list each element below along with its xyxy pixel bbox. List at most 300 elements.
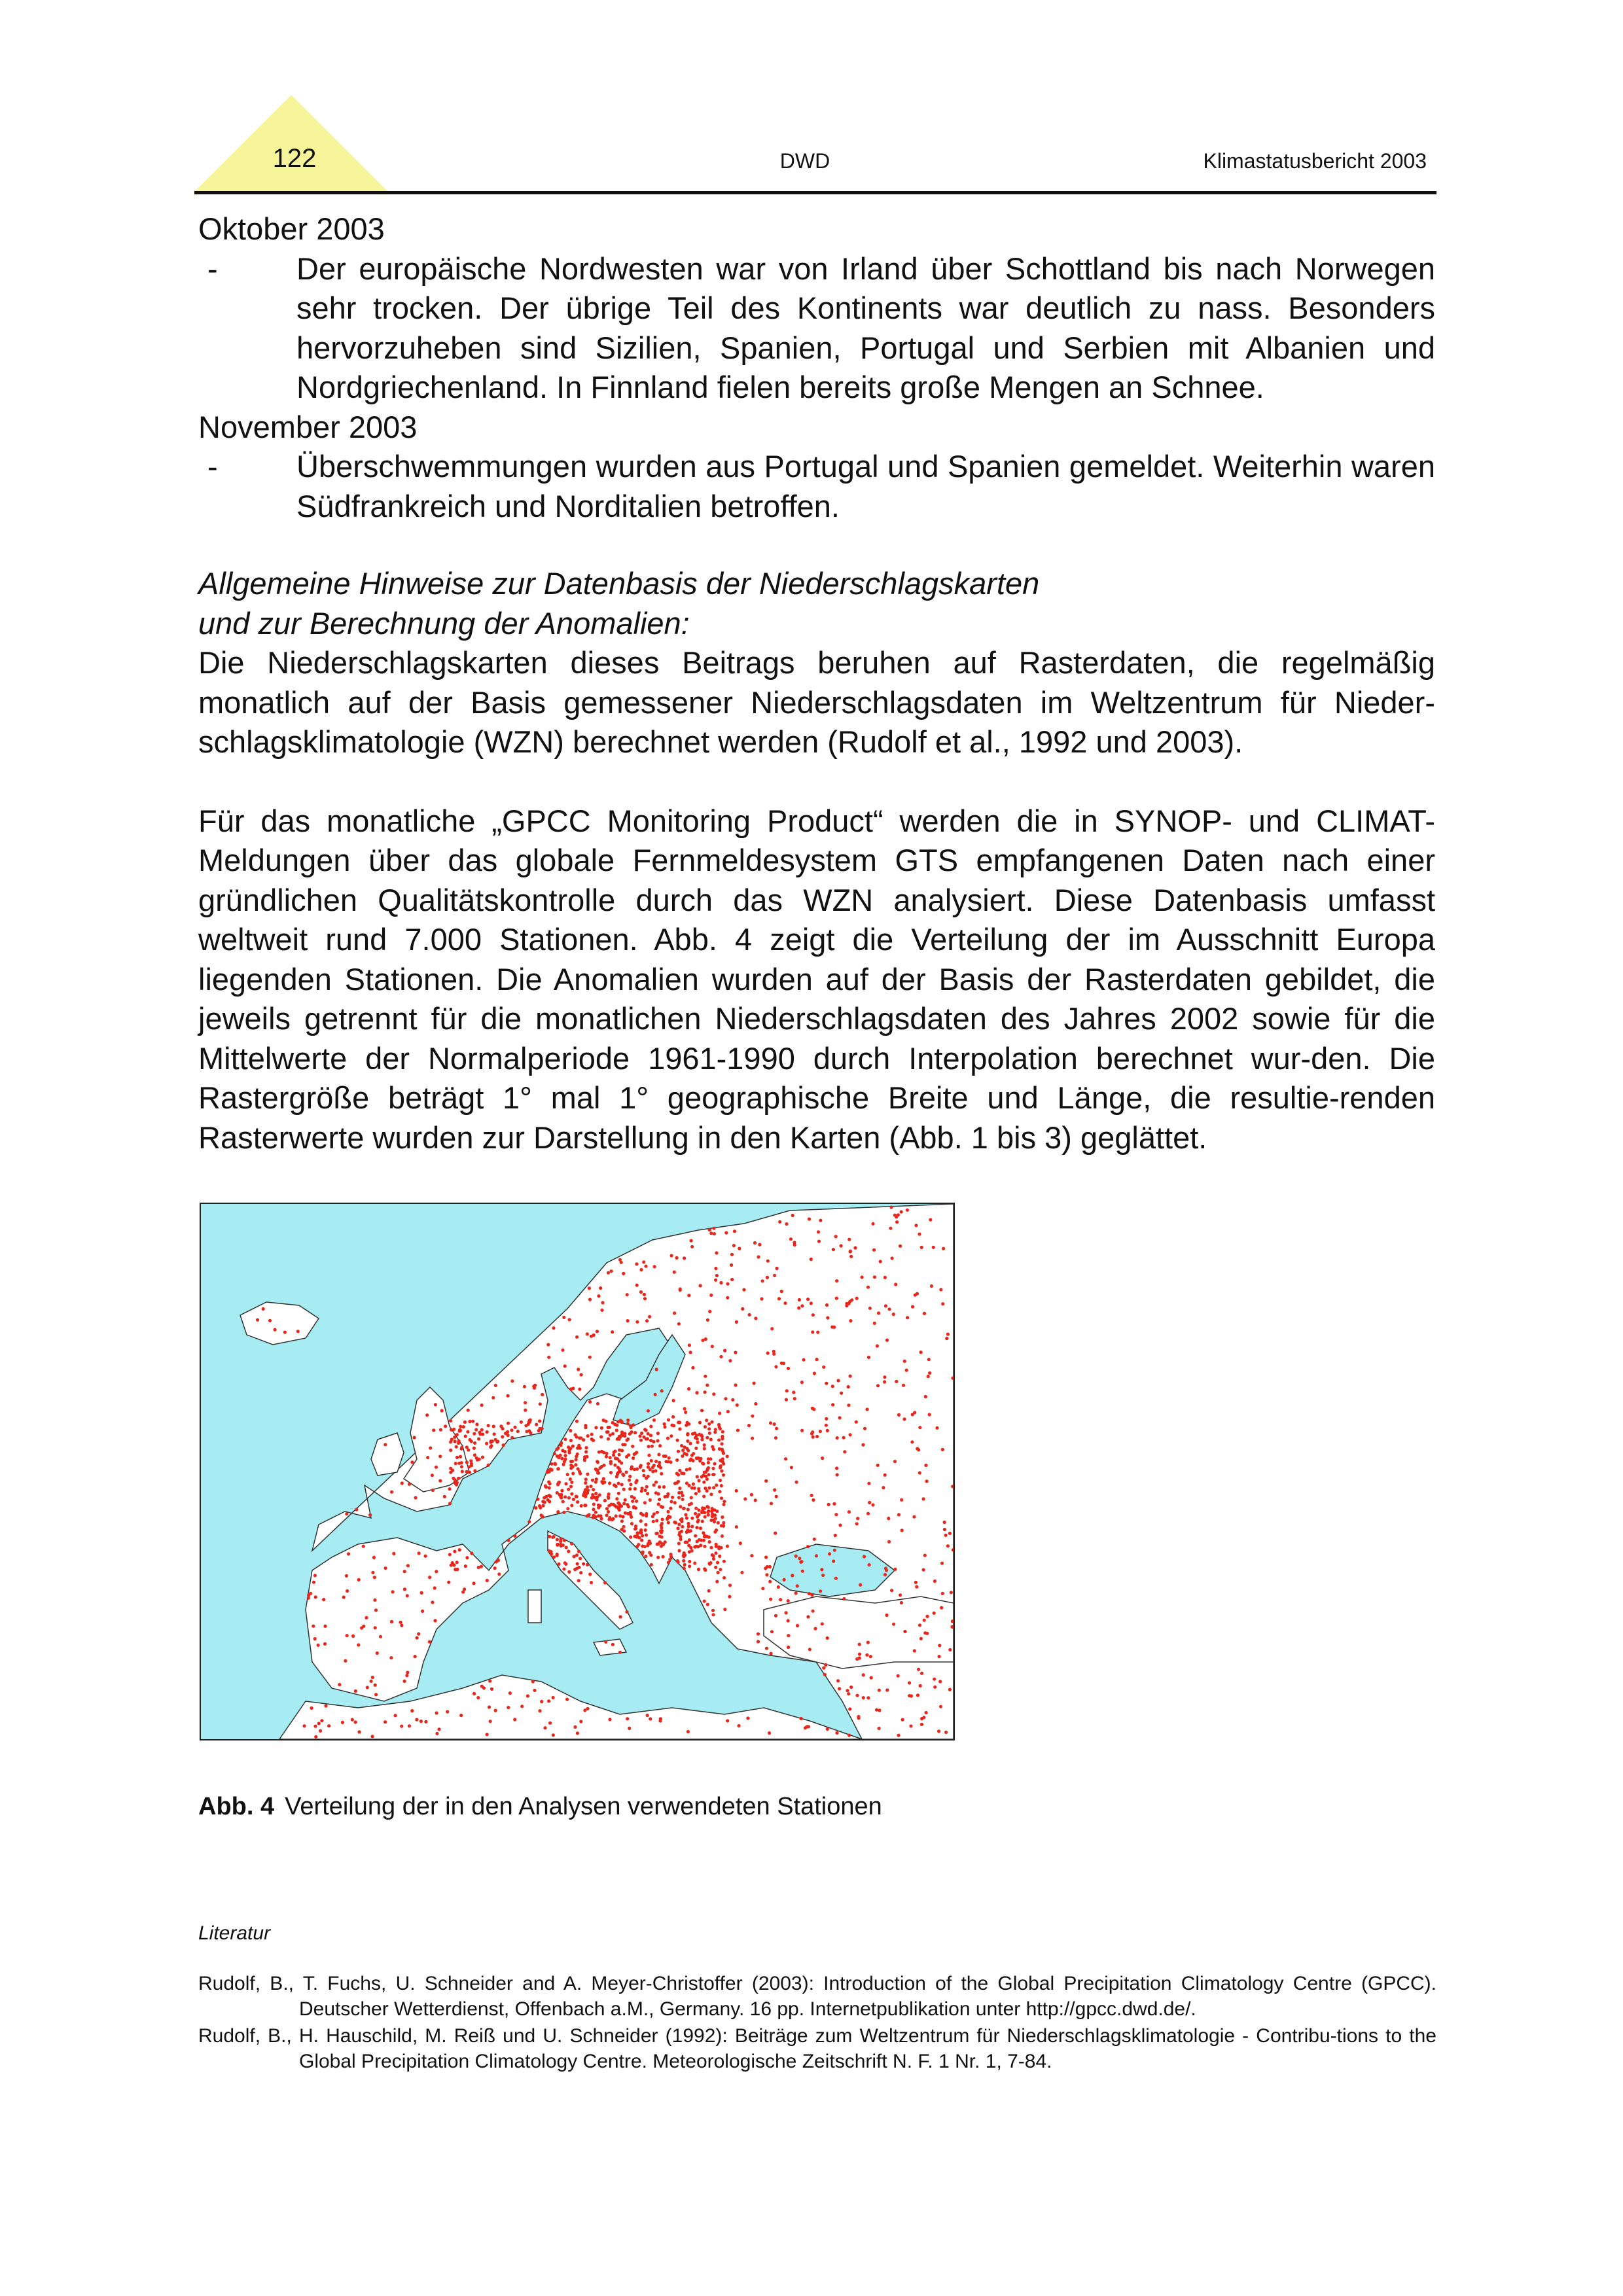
station-dot [704, 1515, 707, 1519]
station-dot [471, 1420, 474, 1423]
station-dot [723, 1349, 726, 1352]
station-dot [618, 1449, 621, 1452]
station-dot [677, 1561, 680, 1564]
station-dot [626, 1503, 629, 1506]
station-dot [493, 1432, 496, 1436]
station-dot [664, 1455, 668, 1458]
station-dot [548, 1500, 551, 1503]
station-dot [455, 1568, 459, 1571]
station-dot [644, 1265, 647, 1268]
station-dot [736, 1428, 740, 1432]
station-dot [357, 1578, 361, 1581]
station-dot [562, 1544, 565, 1547]
station-dot [338, 1683, 341, 1686]
station-dot [943, 1521, 946, 1524]
station-dot [942, 1247, 945, 1250]
station-dot [631, 1445, 634, 1448]
station-dot [618, 1470, 622, 1473]
station-dot [731, 1398, 734, 1402]
station-dot [470, 1462, 473, 1465]
station-dot [806, 1298, 810, 1301]
station-dot [709, 1546, 713, 1549]
literature-heading: Literatur [198, 1922, 271, 1944]
station-dot [862, 1696, 865, 1699]
station-dot [948, 1688, 952, 1691]
station-dot [697, 1568, 700, 1571]
station-dot [895, 1220, 899, 1224]
land-iceland [240, 1302, 319, 1345]
station-dot [677, 1322, 681, 1326]
station-dot [622, 1272, 625, 1275]
station-dot [629, 1513, 632, 1517]
station-dot [929, 1218, 932, 1222]
station-dot [620, 1504, 623, 1508]
station-dot [719, 1427, 722, 1430]
station-dot [866, 1286, 870, 1289]
station-dot [681, 1525, 684, 1528]
station-dot [707, 1427, 711, 1430]
station-dot [579, 1557, 582, 1560]
station-dot [465, 1470, 469, 1474]
station-dot [592, 1508, 595, 1511]
station-dot [822, 1366, 825, 1369]
station-dot [817, 1230, 820, 1233]
station-dot [428, 1640, 431, 1644]
station-dot [918, 1233, 921, 1236]
station-dot [768, 1565, 772, 1568]
station-dot [660, 1472, 663, 1475]
station-dot [470, 1439, 473, 1443]
station-dot [588, 1356, 592, 1359]
station-dot [682, 1555, 685, 1558]
station-dot [600, 1309, 603, 1312]
station-dot [677, 1549, 681, 1552]
station-dot [493, 1566, 497, 1570]
station-dot [652, 1483, 656, 1487]
station-dot [556, 1455, 559, 1458]
station-dot [621, 1473, 624, 1476]
station-dot [826, 1316, 829, 1320]
station-dot [707, 1486, 711, 1489]
station-dot [863, 1427, 866, 1430]
station-dot [401, 1481, 404, 1485]
station-dot [570, 1504, 573, 1507]
station-dot [590, 1433, 594, 1436]
station-dot [516, 1430, 520, 1433]
station-dot [481, 1432, 484, 1436]
station-dot [453, 1550, 456, 1553]
station-dot [414, 1496, 418, 1499]
station-dot [940, 1606, 943, 1610]
station-dot [897, 1734, 900, 1737]
station-dot [827, 1503, 830, 1506]
station-dot [660, 1535, 664, 1538]
station-dot [591, 1479, 594, 1482]
station-dot [563, 1458, 567, 1461]
station-dot [414, 1655, 417, 1658]
station-dot [437, 1727, 440, 1731]
station-dot [687, 1387, 690, 1390]
station-dot [410, 1460, 414, 1464]
station-dot [702, 1474, 705, 1477]
station-dot [835, 1731, 838, 1735]
station-dot [722, 1462, 725, 1466]
station-dot [584, 1426, 587, 1429]
station-dot [661, 1506, 664, 1509]
station-dot [683, 1566, 686, 1570]
station-dot [622, 1525, 625, 1528]
station-dot [779, 1598, 782, 1601]
station-dot [875, 1708, 878, 1712]
station-dot [685, 1517, 688, 1520]
station-dot [555, 1447, 558, 1451]
station-dot [726, 1410, 730, 1413]
station-dot [609, 1456, 612, 1459]
station-dot [707, 1510, 710, 1513]
station-dot [711, 1345, 714, 1348]
main-text [198, 209, 1435, 1157]
station-dot [630, 1426, 633, 1429]
station-dot [622, 1502, 626, 1505]
station-dot [373, 1576, 376, 1579]
station-dot [877, 1311, 880, 1315]
station-dot [785, 1398, 788, 1402]
station-dot [494, 1384, 497, 1387]
station-dot [815, 1358, 819, 1361]
station-dot [667, 1521, 670, 1524]
station-dot [538, 1504, 541, 1508]
station-dot [571, 1386, 575, 1390]
station-dot [449, 1440, 452, 1443]
station-dot [639, 1439, 643, 1442]
station-dot [527, 1520, 531, 1523]
station-dot [488, 1705, 491, 1708]
station-dot [815, 1554, 818, 1557]
station-dot [736, 1404, 739, 1407]
station-dot [709, 1294, 713, 1297]
station-dot [567, 1445, 570, 1449]
station-dot [629, 1483, 632, 1486]
station-dot [696, 1540, 699, 1543]
station-dot [785, 1222, 788, 1226]
station-dot [791, 1214, 794, 1217]
station-dot [323, 1642, 327, 1646]
station-dot [735, 1525, 738, 1528]
station-dot [550, 1462, 553, 1466]
station-dot [630, 1467, 633, 1470]
station-dot [649, 1498, 652, 1502]
station-dot [680, 1444, 683, 1447]
station-dot [766, 1351, 770, 1354]
station-dot [683, 1445, 687, 1449]
station-dot [697, 1519, 700, 1522]
station-dot [849, 1319, 852, 1322]
station-dot [687, 1730, 690, 1733]
station-dot [681, 1449, 685, 1452]
station-dot [722, 1503, 725, 1506]
station-dot [816, 1331, 819, 1334]
station-dot [918, 1426, 921, 1429]
station-dot [628, 1487, 632, 1491]
station-dot [560, 1496, 563, 1499]
station-dot [707, 1422, 711, 1426]
station-dot [452, 1563, 455, 1566]
station-dot [734, 1383, 738, 1386]
station-dot [597, 1294, 600, 1298]
station-dot [520, 1704, 524, 1708]
station-dot [711, 1467, 715, 1470]
station-dot [647, 1454, 651, 1457]
station-dot [560, 1489, 563, 1492]
station-dot [878, 1708, 881, 1712]
station-dot [562, 1500, 565, 1503]
station-dot [787, 1367, 790, 1370]
station-dot [849, 1686, 853, 1689]
station-dot [685, 1540, 688, 1544]
station-dot [634, 1506, 637, 1510]
station-dot [828, 1552, 831, 1555]
station-dot [588, 1286, 591, 1290]
station-dot [577, 1579, 580, 1582]
notes-heading-line1: Allgemeine Hinweise zur Datenbasis der Niederschlagskarten [198, 566, 1040, 601]
station-dot [620, 1461, 623, 1464]
station-dot [494, 1709, 497, 1712]
station-dot [808, 1648, 812, 1651]
station-dot [592, 1488, 595, 1491]
station-dot [855, 1522, 859, 1525]
station-dot [696, 1475, 699, 1478]
station-dot [773, 1489, 776, 1492]
station-dot [715, 1545, 718, 1548]
station-dot [641, 1513, 645, 1517]
station-dot [494, 1438, 497, 1441]
station-dot [706, 1603, 709, 1606]
station-dot [885, 1614, 888, 1617]
station-dot [622, 1529, 626, 1532]
station-dot [268, 1319, 272, 1322]
station-dot [808, 1218, 811, 1221]
station-dot [764, 1479, 768, 1483]
station-dot [700, 1434, 703, 1437]
station-dot [547, 1356, 550, 1359]
station-dot [618, 1615, 622, 1618]
bullet-text: Überschwemmungen wurden aus Portugal und Spanien gemeldet. Weiterhin waren Südfrankreich und Norditalien betroffen. [296, 449, 1435, 523]
reference-list [198, 1971, 1436, 2075]
station-dot [313, 1574, 317, 1577]
station-dot [855, 1421, 858, 1424]
station-dot [838, 1687, 841, 1690]
station-dot [357, 1643, 360, 1646]
station-dot [825, 1303, 829, 1307]
station-dot [843, 1450, 846, 1453]
station-dot [639, 1268, 643, 1271]
station-dot [424, 1555, 427, 1558]
station-dot [758, 1243, 761, 1246]
station-dot [444, 1424, 447, 1428]
station-dot [690, 1239, 693, 1243]
station-dot [633, 1487, 637, 1491]
station-dot [561, 1349, 564, 1352]
station-dot [537, 1429, 541, 1432]
station-dot [507, 1706, 510, 1709]
station-dot [651, 1445, 654, 1448]
station-dot [618, 1258, 622, 1262]
station-dot [722, 1521, 725, 1525]
station-dot [916, 1693, 919, 1697]
station-dot [635, 1284, 639, 1287]
header-report-title: Klimastatusbericht 2003 [1203, 149, 1427, 173]
station-dot [552, 1733, 555, 1737]
station-dot [941, 1592, 944, 1595]
station-dot [421, 1610, 424, 1613]
station-dot [464, 1434, 467, 1438]
station-dot [905, 1369, 908, 1372]
station-dot [853, 1246, 857, 1250]
station-dot [719, 1281, 722, 1284]
station-dot [848, 1707, 851, 1710]
station-dot [464, 1564, 467, 1568]
station-dot [644, 1523, 647, 1527]
station-dot [770, 1502, 773, 1505]
station-dot [806, 1615, 810, 1618]
header-publisher: DWD [779, 149, 830, 173]
station-dot [670, 1500, 673, 1503]
station-dot [460, 1447, 463, 1451]
station-dot [313, 1637, 317, 1640]
station-dot [628, 1727, 631, 1730]
station-dot [604, 1640, 607, 1644]
station-dot [644, 1528, 647, 1532]
station-dot [510, 1379, 514, 1383]
station-dot [561, 1449, 564, 1452]
station-dot [592, 1516, 595, 1519]
station-dot [893, 1460, 897, 1463]
station-dot [567, 1549, 570, 1553]
station-dot [635, 1262, 638, 1265]
station-dot [431, 1474, 434, 1477]
station-dot [692, 1452, 695, 1455]
station-dot [322, 1598, 325, 1601]
station-dot [366, 1686, 369, 1689]
station-dot [855, 1657, 859, 1661]
station-dot [578, 1436, 581, 1439]
station-dot [873, 1322, 876, 1325]
station-dot [346, 1589, 349, 1593]
station-dot [576, 1447, 579, 1450]
station-dot [774, 1532, 777, 1535]
station-dot [910, 1440, 914, 1443]
station-dot [547, 1480, 550, 1483]
station-dot [678, 1427, 681, 1430]
station-dot [757, 1640, 760, 1643]
station-dot [775, 1427, 778, 1430]
station-dot [715, 1274, 719, 1277]
station-dot [415, 1718, 418, 1722]
station-dot [660, 1389, 664, 1392]
station-dot [895, 1215, 898, 1218]
station-dot [658, 1464, 661, 1467]
station-dot [575, 1436, 578, 1439]
station-dot [525, 1430, 528, 1433]
station-dot [489, 1720, 492, 1723]
station-dot [487, 1424, 490, 1427]
station-dot [652, 1464, 656, 1467]
station-dot [811, 1330, 814, 1333]
station-dot [933, 1686, 936, 1689]
station-dot [645, 1438, 648, 1441]
station-dot [832, 1502, 836, 1506]
station-dot [871, 1503, 874, 1506]
station-dot [588, 1400, 592, 1404]
station-dot [615, 1428, 618, 1432]
station-dot [607, 1271, 610, 1275]
station-dot [712, 1473, 715, 1476]
station-dot [541, 1500, 544, 1503]
station-dot [916, 1292, 919, 1296]
station-dot [608, 1718, 611, 1721]
station-dot [709, 1438, 713, 1441]
station-dot [633, 1453, 636, 1456]
station-dot [615, 1497, 618, 1500]
station-dot [455, 1456, 459, 1459]
station-dot [938, 1680, 942, 1683]
station-dot [649, 1717, 652, 1720]
station-dot [611, 1432, 615, 1436]
station-dot [433, 1619, 437, 1622]
station-dot [662, 1543, 665, 1546]
station-dot [664, 1460, 668, 1463]
station-dot [810, 1494, 813, 1497]
station-dot [667, 1418, 670, 1421]
station-dot [730, 1263, 733, 1267]
station-dot [683, 1563, 687, 1566]
station-dot [730, 1253, 734, 1256]
station-dot [785, 1389, 789, 1392]
station-dot [575, 1494, 578, 1498]
station-dot [671, 1496, 674, 1499]
station-dot [703, 1567, 706, 1570]
station-dot [810, 1301, 813, 1305]
station-dot [766, 1260, 770, 1263]
station-dot [448, 1487, 451, 1491]
station-dot [812, 1498, 815, 1502]
station-dot [703, 1447, 706, 1450]
station-dot [660, 1522, 664, 1525]
station-dot [722, 1525, 725, 1528]
station-dot [563, 1454, 567, 1457]
station-dot [835, 1466, 838, 1470]
station-dot [611, 1643, 615, 1646]
station-dot [602, 1477, 605, 1480]
station-dot [720, 1442, 723, 1445]
station-dot [460, 1465, 463, 1468]
station-dot [746, 1716, 749, 1720]
station-dot [742, 1288, 745, 1292]
station-dot [643, 1293, 646, 1296]
station-dot [538, 1709, 541, 1712]
station-dot [618, 1651, 622, 1654]
station-dot [612, 1453, 615, 1457]
station-dot [643, 1297, 647, 1300]
station-dot [485, 1442, 488, 1445]
station-dot [747, 1424, 751, 1427]
station-dot [866, 1512, 870, 1515]
station-dot [631, 1500, 634, 1503]
station-dot [831, 1403, 834, 1406]
station-dot [705, 1436, 709, 1439]
station-dot [673, 1501, 677, 1504]
station-dot [787, 1634, 790, 1637]
